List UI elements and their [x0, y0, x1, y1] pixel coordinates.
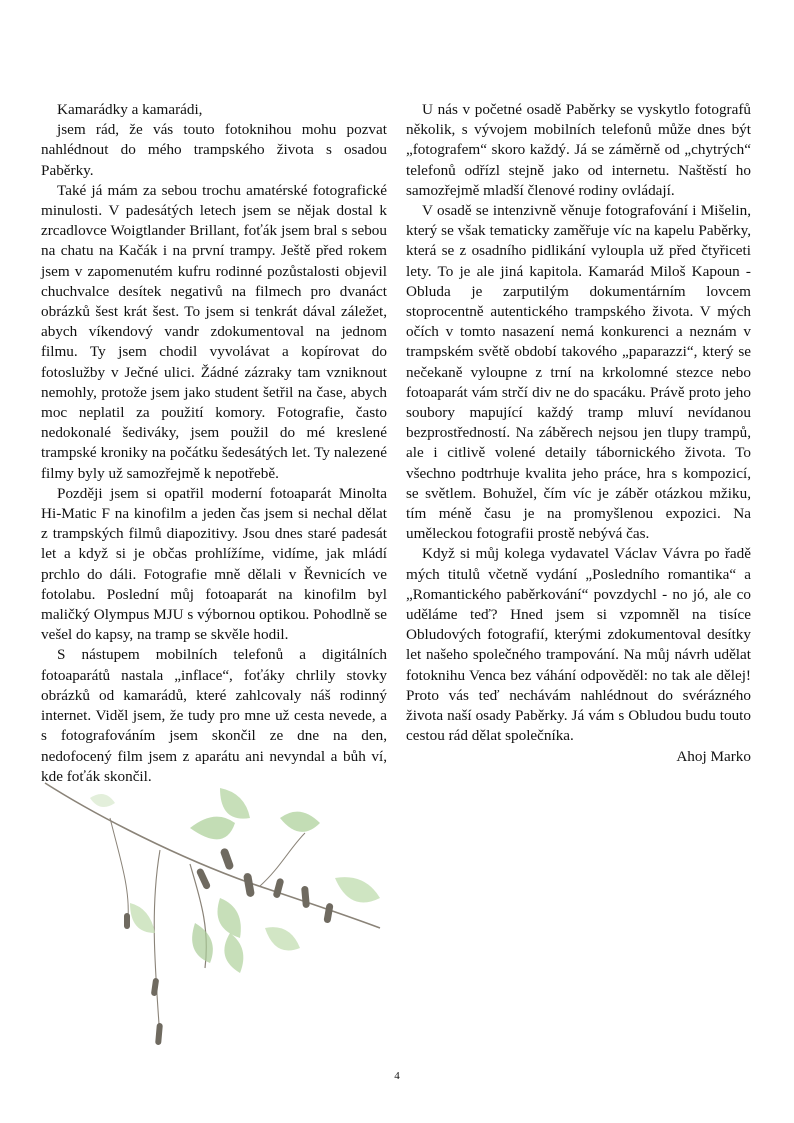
- page-number: 4: [394, 1070, 400, 1082]
- left-text-column: [41, 100, 387, 787]
- paragraph: U nás v početné osadě Paběrky se vyskytlo fotografů několik, s vývojem mobilních telefonů může dnes být „fotografem“ skoro každý. Já se záměrně od „chytrých“ telefonů odřízl stejně jako od internetu. Naštěstí ho samozřejmě mladší členové rodiny ovládají.: [406, 101, 751, 199]
- paragraph: Když si můj kolega vydavatel Václav Vávra po řadě mých titulů včetně vydání „Posledního romantika“ a „Romantického paběrkování“ povzdychl - no jó, ale co uděláme teď? Hned jsem si vzpomněl na tisíce Obludových fotografií, kterými zdokumentoval desítky let našeho společného trampování. Na můj návrh udělat fotoknihu Venca bez váhání odpověděl: no tak ale dělej! Proto vás teď nechávám nahlédnout do svérázného života naší osady Paběrky. Já vám s Obludou budu touto cestou rád dělat společníka.: [406, 545, 751, 745]
- paragraph: S nástupem mobilních telefonů a digitálních fotoaparátů nastala „inflace“, foťáky chrlily stovky obrázků od kamarádů, které zahlcovaly náš rodinný internet. Viděl jsem, že tudy pro mne už cesta nevede, a s fotografováním jsem skončil ze dne na den, nedofocený film jsem z aparátu ani nevyndal a bůh ví, kde foťák skončil.: [41, 646, 387, 785]
- paragraph: Později jsem si opatřil moderní fotoaparát Minolta Hi-Matic F na kinofilm a jeden čas jsem si nechal dělat z trampských filmů diapozitivy. Jsou dnes staré padesát let a když si je občas prohlížíme, vidíme, jak mládí prchlo do dáli. Fotografie mně dělali v Řevnicích ve fotolabu. Poslední můj fotoaparát na kinofilm byl maličký Olympus MJU s výbornou optikou. Pohodlně se vešel do kapsy, na tramp se skvěle hodil.: [41, 484, 387, 644]
- paragraph: Také já mám za sebou trochu amatérské fotografické minulosti. V padesátých letech jsem se nějak dostal k zrcadlovce Woigtlander Brillant, foťák jsem bral s sebou na chatu na Kačák i na první trampy. Ještě před rokem jsem v zapomenutém kufru rodinné pozůstalosti objevil chuchvalce desítek negativů na filmech pro dvanáct obrázků šest krát šest. To jsem si tenkrát dával záležet, abych víkendový vandr zdokumentoval na jednom filmu. Ty jsem chodil vyvolávat a kopírovat do fotoslužby v Ječné ulici. Žádné zázraky tam vzniknout nemohly, protože jsem jako student šetřil na čase, abych moc neplatil za použití komory. Fotografie, často nedokonalé šediváky, jsem použil do mé kreslené trampské kroniky na počátku šedesátých let. Ty nalezené filmy byly už samozřejmě k nepotřebě.: [41, 181, 387, 482]
- greeting: Kamarádky a kamarádi,: [57, 101, 203, 118]
- signature: Ahoj Marko: [676, 747, 751, 765]
- paragraph: V osadě se intenzivně věnuje fotografování i Mišelin, který se však tematicky zaměřuje víc na kapelu Paběrky, která se z osadního pidlikání vyloupla už před čtyřiceti lety. To je ale jiná kapitola. Kamarád Miloš Kapoun - Obluda je zarputilým dokumentárním lovcem stoprocentně autentického trampského života. V mých očích v tomto nasazení nemá konkurenci a neznám v trampském světě období takového „paparazzi“, který se nečekaně vyloupne z trní na krkolomné stezce nebo fotoaparát vám strčí div ne do spacáku. Právě proto jeho soubory mapující každý tramp mluví nevídanou bezprostředností. Na záběrech nejsou jen tlupy trampů, ale i citlivě volené detaily tábornického života. To všechno podtrhuje kvalita jeho práce, hra s kompozicí, se světlem. Bohužel, čím víc je záběr otázkou mžiku, tím méně času je na promyšlenou expozici. Na uměleckou fotografii prostě nebývá čas.: [406, 202, 751, 543]
- birch-branch-icon: [40, 778, 385, 1078]
- right-text-column: [406, 100, 751, 767]
- paragraph: jsem rád, že vás touto fotoknihou mohu pozvat nahlédnout do mého trampského života s osadou Paběrky.: [41, 121, 387, 179]
